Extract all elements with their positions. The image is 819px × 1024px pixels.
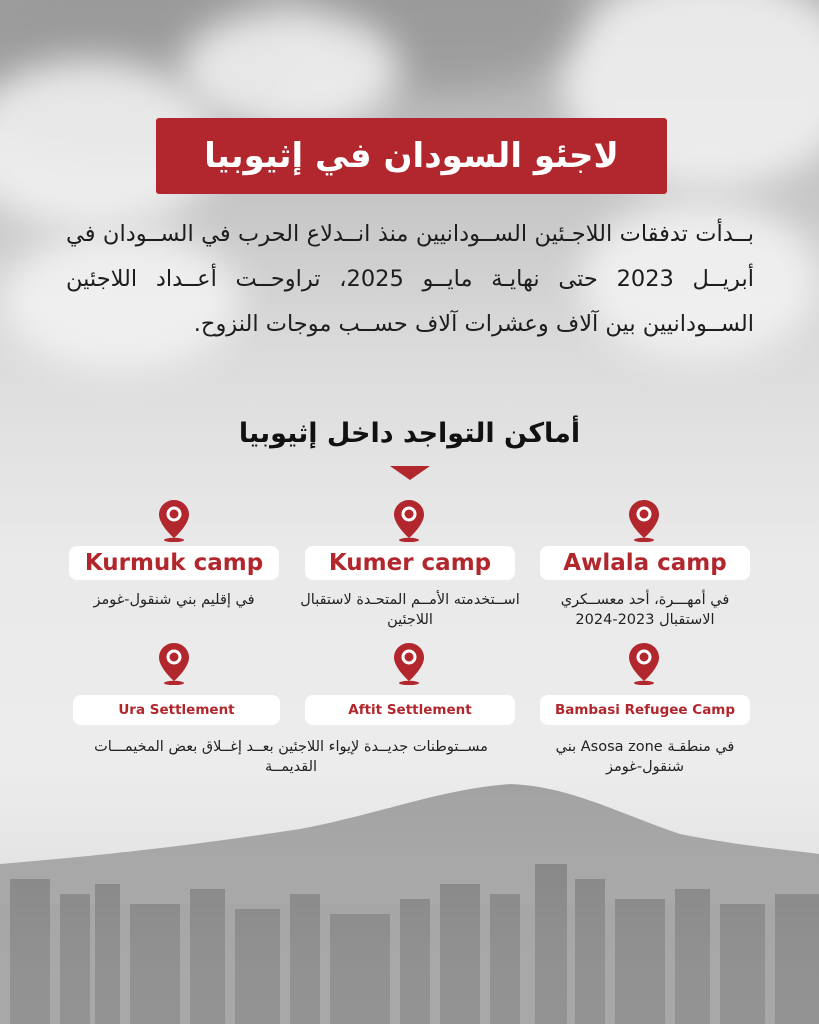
location-desc-bambasi: في منطقـة Asosa zone بني شنقول-غومز (555, 739, 735, 775)
location-pin-icon (394, 500, 424, 542)
location-name-ura: Ura Settlement (73, 695, 280, 725)
location-desc-kumer: اســتخدمته الأمــم المتحـدة لاستقبال اللاجئين (300, 592, 520, 628)
location-pin-icon (159, 643, 189, 685)
intro-paragraph: بــدأت تدفقات اللاجـئين الســودانيين منذ انــدلاع الحرب في الســودان في أبريــل 2023 حتى نهايـة مايــو 2025، تراوحــت أعــداد اللاجئين الســودانيين بين آلاف وعشرات آلاف حســب موجات النزوح. (66, 221, 754, 337)
location-name-awlala: Awlala camp (540, 546, 750, 580)
title-banner (156, 118, 667, 194)
location-pin-icon (159, 500, 189, 542)
location-name-kurmuk: Kurmuk camp (69, 546, 279, 580)
cloud-shape (180, 10, 400, 130)
location-name-kumer: Kumer camp (305, 546, 515, 580)
location-desc-kurmuk: في إقليم بني شنقول-غومز (93, 592, 255, 608)
locations-heading: أماكن التواجد داخل إثيوبيا (238, 418, 581, 449)
location-pin-icon (394, 643, 424, 685)
location-desc-awlala: في أمهـــرة، أحد معســكري الاستقبال 2023-2024 (560, 592, 730, 628)
page-title: لاجئو السودان في إثيوبيا (204, 136, 619, 176)
location-name-aftit: Aftit Settlement (305, 695, 515, 725)
location-pin-icon (629, 643, 659, 685)
city-skyline-illustration (0, 784, 819, 1024)
down-arrow-icon (390, 466, 430, 480)
location-desc-settlements: مســتوطنات جديــدة لإيواء اللاجئين بعــد إغــلاق بعض المخيمـــات القديمــة (94, 739, 488, 775)
location-pin-icon (629, 500, 659, 542)
location-name-bambasi: Bambasi Refugee Camp (540, 695, 750, 725)
